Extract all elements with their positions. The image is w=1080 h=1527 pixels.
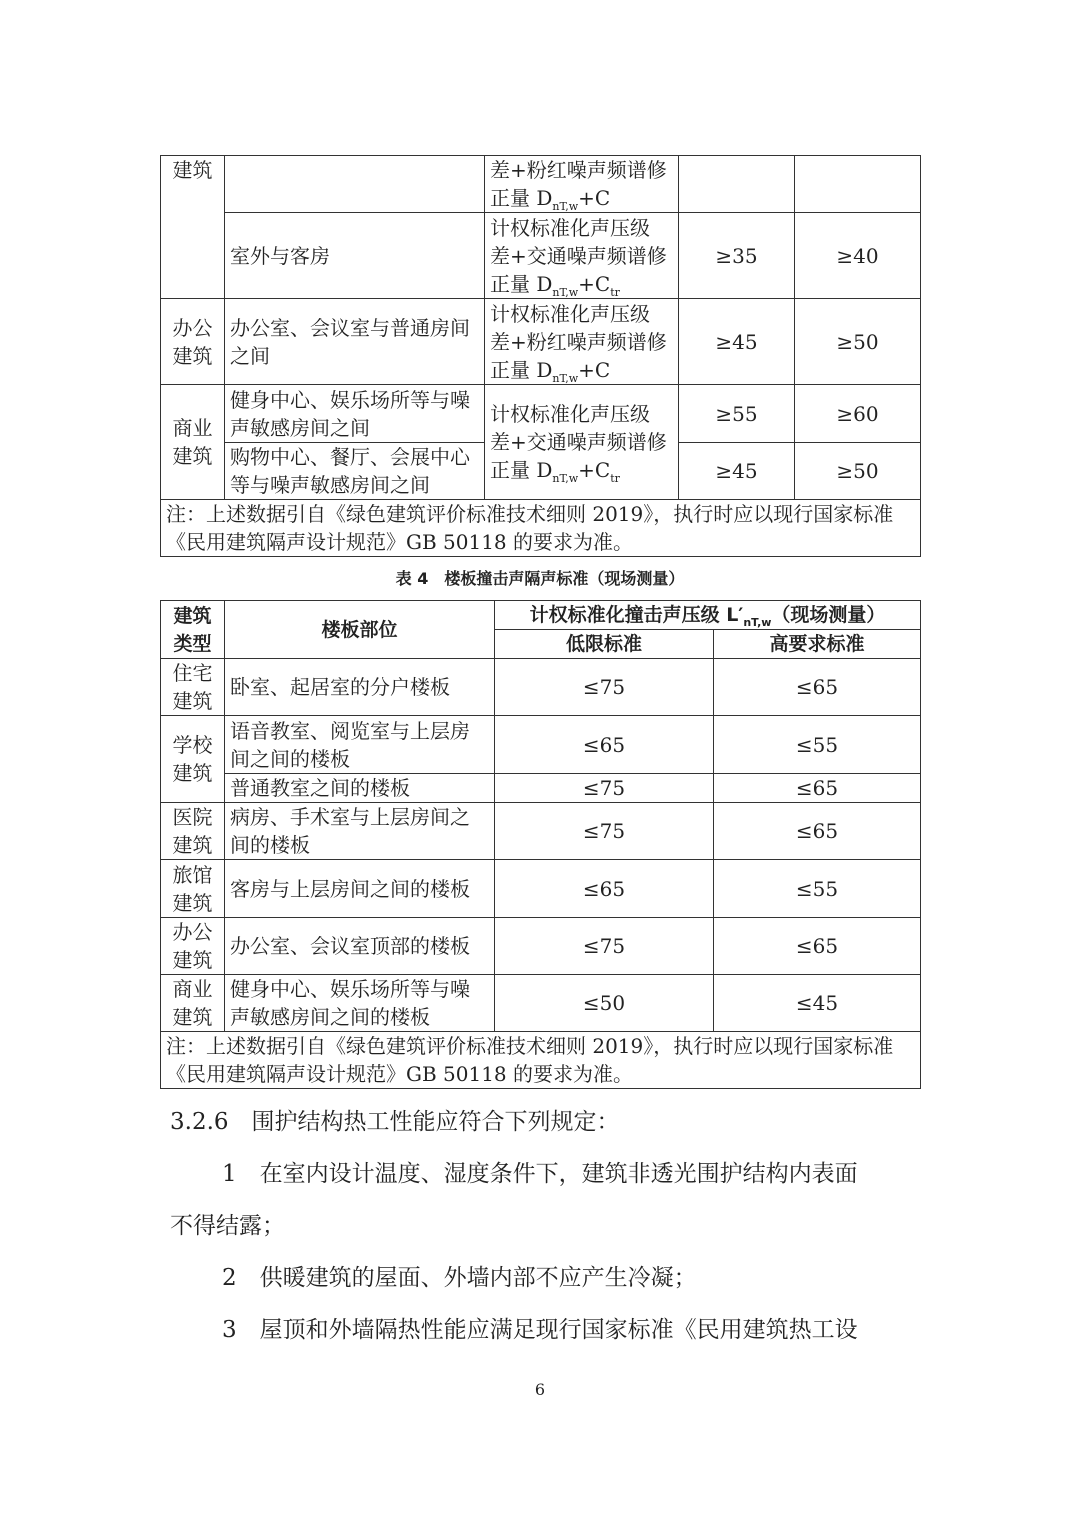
- table-row: [161, 716, 921, 774]
- item-1-line-1: 1 在室内设计温度、湿度条件下，建筑非透光围护结构内表面: [222, 1161, 858, 1187]
- table4: [160, 600, 921, 1089]
- low-standard-cell: ≤65: [495, 860, 714, 918]
- table3-note: 注：上述数据引自《绿色建筑评价标准技术细则 2019》，执行时应以现行国家标准《民用建筑隔声设计规范》GB 50118 的要求为准。: [161, 500, 921, 557]
- floor-part-cell: 病房、手术室与上层房间之间的楼板: [225, 803, 495, 860]
- page-number: 6: [534, 1380, 546, 1399]
- low-standard-cell: ≥45: [679, 443, 795, 500]
- building-type-cell: 学校建筑: [161, 716, 225, 803]
- high-standard-cell: ≤65: [714, 918, 921, 975]
- low-standard-cell: ≤50: [495, 975, 714, 1032]
- header-low-standard: 低限标准: [495, 630, 714, 659]
- high-standard-cell: ≥50: [795, 299, 921, 385]
- high-standard-cell: ≤65: [714, 774, 921, 803]
- location-cell: 办公室、会议室与普通房间之间: [225, 299, 485, 385]
- metric-cell: 计权标准化声压级 差+交通噪声频谱修 正量 $D_{nT,w}+C_{tr}$: [485, 385, 679, 500]
- table4-caption: 表 4 楼板撞击声隔声标准（现场测量）: [395, 569, 685, 588]
- table-row: [161, 860, 921, 918]
- building-type-cell: 旅馆建筑: [161, 860, 225, 918]
- floor-part-cell: 语音教室、阅览室与上层房间之间的楼板: [225, 716, 495, 774]
- high-standard-cell: ≥40: [795, 213, 921, 299]
- location-cell: [225, 156, 485, 213]
- floor-part-cell: 健身中心、娱乐场所等与噪声敏感房间之间的楼板: [225, 975, 495, 1032]
- low-standard-cell: ≤75: [495, 918, 714, 975]
- table-row: [161, 659, 921, 716]
- building-type-cell: 商业 建筑: [161, 385, 225, 500]
- metric-cell: 计权标准化声压级 差+交通噪声频谱修 正量 $D_{nT,w}+C_{tr}$: [485, 213, 679, 299]
- table-note-row: [161, 1032, 921, 1089]
- item-1-line-2: 不得结露；: [170, 1213, 285, 1239]
- table3-continuation: [160, 155, 921, 557]
- low-standard-cell: [679, 156, 795, 213]
- high-standard-cell: ≥50: [795, 443, 921, 500]
- high-standard-cell: ≤55: [714, 860, 921, 918]
- floor-part-cell: 卧室、起居室的分户楼板: [225, 659, 495, 716]
- table-row: [161, 213, 921, 299]
- header-building-type: 建筑类型: [161, 601, 225, 659]
- floor-part-cell: 客房与上层房间之间的楼板: [225, 860, 495, 918]
- header-floor-part: 楼板部位: [225, 601, 495, 659]
- header-high-standard: 高要求标准: [714, 630, 921, 659]
- header-metric: 计权标准化撞击声压级 $L'_{nT,w}$（现场测量）: [495, 601, 921, 630]
- low-standard-cell: ≥35: [679, 213, 795, 299]
- building-type-cell: 建筑: [161, 156, 225, 299]
- table-row: [161, 803, 921, 860]
- table-row: [161, 299, 921, 385]
- table-row: [161, 156, 921, 213]
- high-standard-cell: ≤45: [714, 975, 921, 1032]
- table-row: [161, 918, 921, 975]
- high-standard-cell: ≤65: [714, 659, 921, 716]
- building-type-cell: 办公 建筑: [161, 299, 225, 385]
- low-standard-cell: ≤65: [495, 716, 714, 774]
- floor-part-cell: 办公室、会议室顶部的楼板: [225, 918, 495, 975]
- location-cell: 购物中心、餐厅、会展中心等与噪声敏感房间之间: [225, 443, 485, 500]
- low-standard-cell: ≥45: [679, 299, 795, 385]
- table-row: [161, 385, 921, 443]
- low-standard-cell: ≥55: [679, 385, 795, 443]
- high-standard-cell: ≤65: [714, 803, 921, 860]
- building-type-cell: 办公建筑: [161, 918, 225, 975]
- building-type-cell: 医院建筑: [161, 803, 225, 860]
- table-row: [161, 774, 921, 803]
- location-cell: 健身中心、娱乐场所等与噪声敏感房间之间: [225, 385, 485, 443]
- floor-part-cell: 普通教室之间的楼板: [225, 774, 495, 803]
- table4-note: 注：上述数据引自《绿色建筑评价标准技术细则 2019》，执行时应以现行国家标准《民用建筑隔声设计规范》GB 50118 的要求为准。: [161, 1032, 921, 1089]
- high-standard-cell: [795, 156, 921, 213]
- building-type-cell: 商业建筑: [161, 975, 225, 1032]
- location-cell: 室外与客房: [225, 213, 485, 299]
- metric-cell: 差+粉红噪声频谱修 正量 $D_{nT,w}+C$: [485, 156, 679, 213]
- table-note-row: [161, 500, 921, 557]
- metric-cell: 计权标准化声压级 差+粉红噪声频谱修 正量 $D_{nT,w}+C$: [485, 299, 679, 385]
- low-standard-cell: ≤75: [495, 803, 714, 860]
- high-standard-cell: ≤55: [714, 716, 921, 774]
- building-type-cell: 住宅建筑: [161, 659, 225, 716]
- low-standard-cell: ≤75: [495, 659, 714, 716]
- table-row: [161, 975, 921, 1032]
- low-standard-cell: ≤75: [495, 774, 714, 803]
- item-2: 2 供暖建筑的屋面、外墙内部不应产生冷凝；: [222, 1265, 697, 1291]
- table-header-row: [161, 601, 921, 630]
- section-heading: 3.2.6 围护结构热工性能应符合下列规定：: [170, 1109, 620, 1135]
- item-3: 3 屋顶和外墙隔热性能应满足现行国家标准《民用建筑热工设: [222, 1317, 858, 1343]
- high-standard-cell: ≥60: [795, 385, 921, 443]
